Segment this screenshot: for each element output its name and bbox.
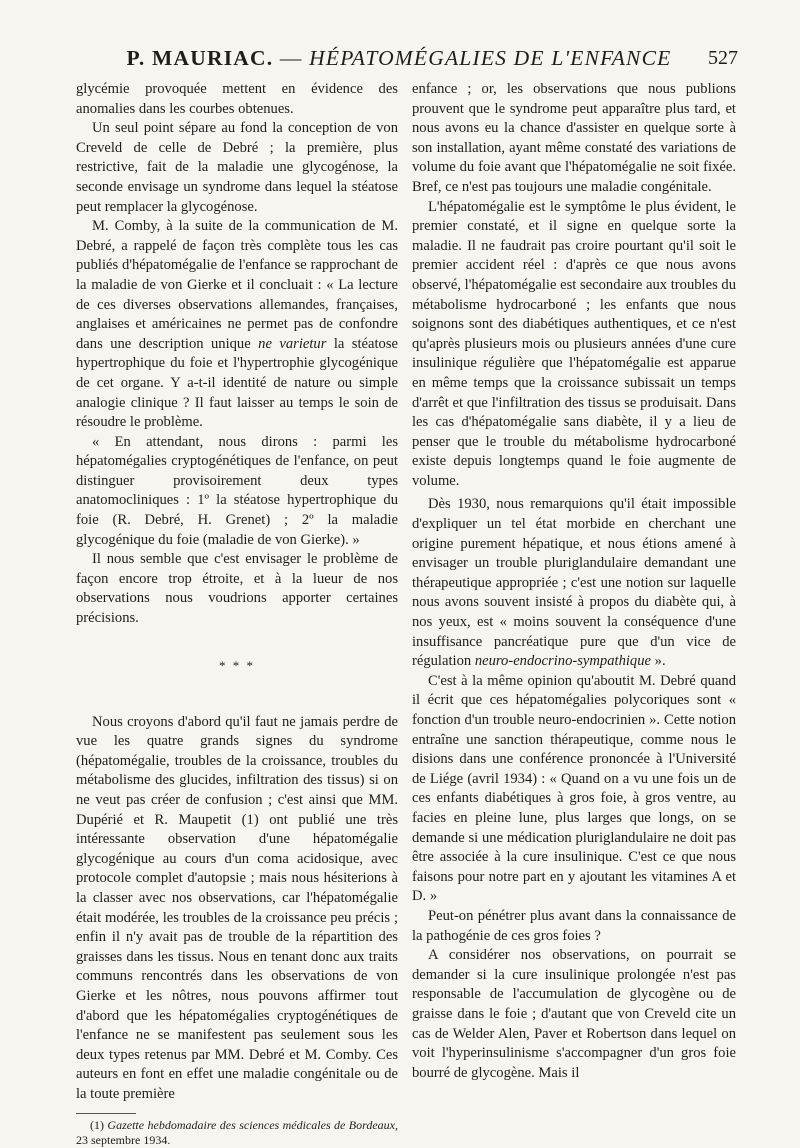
page-number: 527	[708, 47, 738, 69]
paragraph-left-1: glycémie provoquée mettent en évidence des anomalies dans les courbes obtenues.	[76, 81, 398, 117]
footnote-number: (1)	[90, 1117, 108, 1132]
footnote	[76, 1118, 398, 1148]
right-column	[412, 80, 736, 1083]
paragraph-left-2: Un seul point sépare au fond la conception de von Creveld de celle de Debré ; la première, plus restrictive, fait de la maladie une glycogénose, la seconde envisage un syndrome dans lequel la stéatose peut remplacer la glycogénose.	[76, 120, 398, 215]
footnote-rule	[76, 1113, 136, 1114]
footnote-journal: Gazette hebdomadaire des sciences médicales de Bordeaux,	[107, 1117, 398, 1132]
paragraph-right-3-part-b: ».	[651, 653, 666, 670]
paragraph-right-4: C'est à la même opinion qu'aboutit M. Debré quand il écrit que ces hépatomégalies polycoriques sont « fonction d'un trouble neuro-endocrinien ». Cette notion entraîne une sanction thérapeutique, comme nous le disions dans une conférence prononcée à l'Université de Liége (avril 1934) : « Quand on a vu une fois un de ces enfants diabétiques à gros foie, à gros ventre, au facies en pleine lune, plus larges que longs, on se demande si une médication pluriglandulaire ne doit pas être associée à la cure insulinique. C'est ce que nous faisons pour notre part en y ajoutant les vitamines A et D. »	[412, 672, 736, 905]
paragraph-left-3-emphasis: ne varietur	[258, 335, 327, 352]
paragraph-left-3	[76, 217, 398, 433]
paragraph-right-1: enfance ; or, les observations que nous publions prouvent que le syndrome peut apparaître plus tard, et nous avons eu la chance d'assister en quelque sorte à son installation, ayant même constaté des variations de volume du foie avant que l'hépatomégalie ne soit fixée. Bref, ce n'est pas toujours une maladie congénitale.	[412, 81, 736, 195]
paragraph-left-3-part-b: la stéatose hypertrophique du foie et l'hypertrophie glycogénique de cet organe. Y a-t-il identité de nature ou simple analogie clinique ? Il faut laisser au temps le soin de résoudre le problème.	[76, 335, 398, 431]
section-separator: * * *	[219, 657, 255, 673]
paragraph-right-6: A considérer nos observations, on pourrait se demander si la cure insulinique prolongée n'est pas responsable de l'accumulation de glycogène ou de graisse dans le foie ; d'autant que von Creveld cite un cas de Welder Alen, Paver et Robertson dans lequel on voit l'hyperinsulinisme s'accompagner d'un gros foie bourré de glycogène. Mais il	[412, 947, 736, 1081]
paragraph-left-4: « En attendant, nous dirons : parmi les hépatomégalies cryptogénétiques de l'enfance, on peut distinguer provisoirement deux types anatomocliniques : 1º la stéatose hypertrophique du foie (R. Debré, H. Grenet) ; 2º la maladie glycogénique du foie (maladie de von Gierke). »	[76, 433, 398, 548]
paragraph-left-3-part-a: M. Comby, à la suite de la communication de M. Debré, a rappelé de façon très complète tous les cas publiés d'hépatomégalie de l'enfance se rapprochant de la maladie de von Gierke et il concluait : « La lecture de ces diverses observations allemandes, françaises, anglaises et américaines ne permet pas de confondre dans une description unique	[76, 218, 398, 352]
running-title	[60, 46, 738, 71]
header-author: P. MAURIAC.	[126, 46, 274, 70]
header-subject: HÉPATOMÉGALIES DE L'ENFANCE	[309, 46, 672, 70]
paragraph-right-3-part-a: Dès 1930, nous remarquions qu'il était impossible d'expliquer un tel état morbide en cherchant une origine purement hépatique, et nous étions amené à envisager un trouble pluriglandulaire demandant une thérapeutique appropriée ; c'est une notion sur laquelle nous avons souvent insisté à propos du diabète qui, à nos yeux, est « moins souvent la conséquence d'une insuffisance pancréatique pure que d'un vice de régulation	[412, 496, 736, 670]
paragraph-right-3-emphasis: neuro-endocrino-sympathique	[474, 653, 651, 670]
header-dash: —	[273, 46, 310, 70]
paragraph-right-5: Peut-on pénétrer plus avant dans la connaissance de la pathogénie de ces gros foies ?	[412, 907, 736, 944]
paragraph-left-6: Nous croyons d'abord qu'il faut ne jamais perdre de vue les quatre grands signes du syndrome (hépatomégalie, troubles de la croissance, troubles du métabolisme des glucides, infiltration des tissus) si on ne veut pas créer de confusion ; c'est ainsi que MM. Dupérié et R. Maupetit (1) ont publié une très intéressante observation d'une hépatomégalie glycogénique au cours d'un coma acidosique, avec protocole complet d'autopsie ; mais nous hésiterions à la classer avec nos observations, car l'hépatomégalie était modérée, les troubles de la croissance peu précis ; enfin il n'y avait pas de trouble de la répartition des graisses dans les tissus. Nous en tenant donc aux traits communs rencontrés dans les observations de von Gierke et les nôtres, nous pouvons affirmer tout d'abord que les hépatomégalies cryptogénétiques de l'enfance ne se manifestent pas seulement sous les deux types retenus par MM. Debré et M. Comby. Ces auteurs en font en effet une maladie congénitale ou de la toute première	[76, 713, 398, 1102]
page-header	[60, 46, 738, 72]
paragraph-right-3	[412, 495, 736, 671]
footnote-date: 23 septembre 1934.	[76, 1132, 171, 1147]
paragraph-right-2: L'hépatomégalie est le symptôme le plus évident, le premier constaté, et il signe en quelque sorte la maladie. Il ne faudrait pas croire pourtant qu'il soit le premier accident réel : d'après ce que nous avons observé, l'hépatomégalie est secondaire aux troubles du métabolisme hydrocarboné ; les enfants que nous soignons sont des diabétiques authentiques, et ce n'est qu'après plusieurs mois ou plusieurs années d'une cure insulinique régulière que l'hépatomégalie est apparue en même temps que la croissance subissait un temps d'arrêt et que l'infiltration des tissus se produisait. Dans les cas d'hépatomégalie sans diabète, il y a lieu de penser que le trouble du métabolisme hydrocarboné existe depuis longtemps quand le foie augmente de volume.	[412, 198, 736, 489]
paragraph-left-5: Il nous semble que c'est envisager le problème de façon encore trop étroite, et à la lueur de nos observations nous voudrions apporter certaines précisions.	[76, 551, 398, 627]
left-column	[76, 80, 398, 1148]
